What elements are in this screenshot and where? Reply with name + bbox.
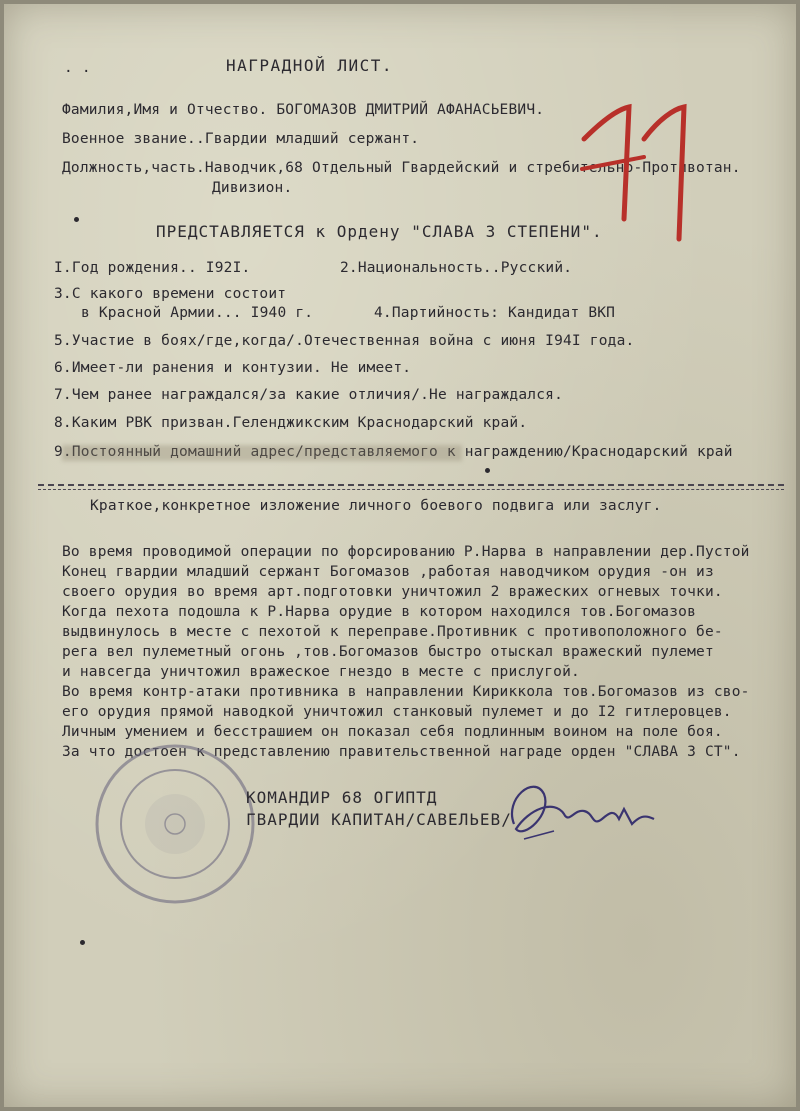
narrative-line: своего орудия во время арт.подготовки уничтожил 2 вражеских огневых точки. (62, 584, 723, 600)
commander-signature (494, 769, 674, 849)
field-position-cont: Дивизион. (212, 180, 293, 196)
item-previous-awards: 7.Чем ранее награждался/за какие отличия/.Не награждался. (54, 387, 563, 403)
narrative-line: его орудия прямой наводкой уничтожил станковый пулемет и до I2 гитлеровцев. (62, 704, 732, 720)
commander-rank-name: ГВАРДИИ КАПИТАН/САВЕЛЬЕВ/ (246, 810, 512, 829)
field-name: Фамилия,Имя и Отчество. БОГОМАЗОВ ДМИТРИЙ АФАНАСЬЕВИЧ. (62, 102, 545, 118)
ink-dot (74, 217, 79, 222)
item-party: 4.Партийность: Кандидат ВКП (374, 305, 616, 321)
narrative-line: Конец гвардии младший сержант Богомазов ,работая наводчиком орудия -он из (62, 564, 714, 580)
award-sheet (4, 4, 796, 1107)
item-service-since: 3.С какого времени состоит (54, 286, 287, 302)
item-home-address: 9.Постоянный домашний адрес/представляемого к награждению/Краснодарский край (54, 444, 733, 460)
field-position: Должность,часть.Наводчик,68 Отдельный Гвардейский и стребительно-Противотан. (62, 160, 741, 176)
narrative-line: За что достоен к представлению правительственной награде орден "СЛАВА 3 СТ". (62, 744, 741, 760)
item-battles: 5.Участие в боях/где,когда/.Отечественная война с июня I94I года. (54, 333, 635, 349)
item-draft-office: 8.Каким РВК призван.Геленджикским Краснодарский край. (54, 415, 528, 431)
narrative-line: и навсегда уничтожил вражеское гнездо в месте с прислугой. (62, 664, 580, 680)
narrative-line: Личным умением и бесстрашием он показал себя подлинным воином на поле боя. (62, 724, 723, 740)
divider-rule (38, 484, 784, 486)
unit-seal (90, 739, 260, 909)
narrative-line: Во время проводимой операции по форсированию Р.Нарва в направлении дер.Пустой (62, 544, 750, 560)
narrative-line: Когда пехота подошла к Р.Нарва орудие в котором находился тов.Богомазов (62, 604, 697, 620)
item-nationality: 2.Национальность..Русский. (340, 260, 573, 276)
summary-heading: Краткое,конкретное изложение личного боевого подвига или заслуг. (90, 498, 662, 514)
ink-dot (80, 940, 85, 945)
item-birth-year: I.Год рождения.. I92I. (54, 260, 251, 276)
ink-dot (485, 468, 490, 473)
item-service-since-cont: в Красной Армии... I940 г. (81, 305, 314, 321)
document-title: НАГРАДНОЙ ЛИСТ. (226, 56, 393, 75)
commander-line: КОМАНДИР 68 ОГИПТД (246, 788, 438, 807)
item-wounds: 6.Имеет-ли ранения и контузии. Не имеет. (54, 360, 412, 376)
award-line: ПРЕДСТАВЛЯЕТСЯ к Ордену "СЛАВА 3 СТЕПЕНИ". (156, 222, 603, 241)
divider-rule (38, 489, 784, 490)
header-mark: . . (64, 60, 91, 76)
field-rank: Военное звание..Гвардии младший сержант. (62, 131, 420, 147)
smudge (62, 445, 462, 461)
narrative-line: выдвинулось в месте с пехотой к переправе.Противник с противоположного бе- (62, 624, 723, 640)
narrative-line: Во время контр-атаки противника в направлении Кириккола тов.Богомазов из сво- (62, 684, 750, 700)
red-pencil-annotation (574, 99, 704, 249)
narrative-line: рега вел пулеметный огонь ,тов.Богомазов быстро отыскал вражеский пулемет (62, 644, 714, 660)
